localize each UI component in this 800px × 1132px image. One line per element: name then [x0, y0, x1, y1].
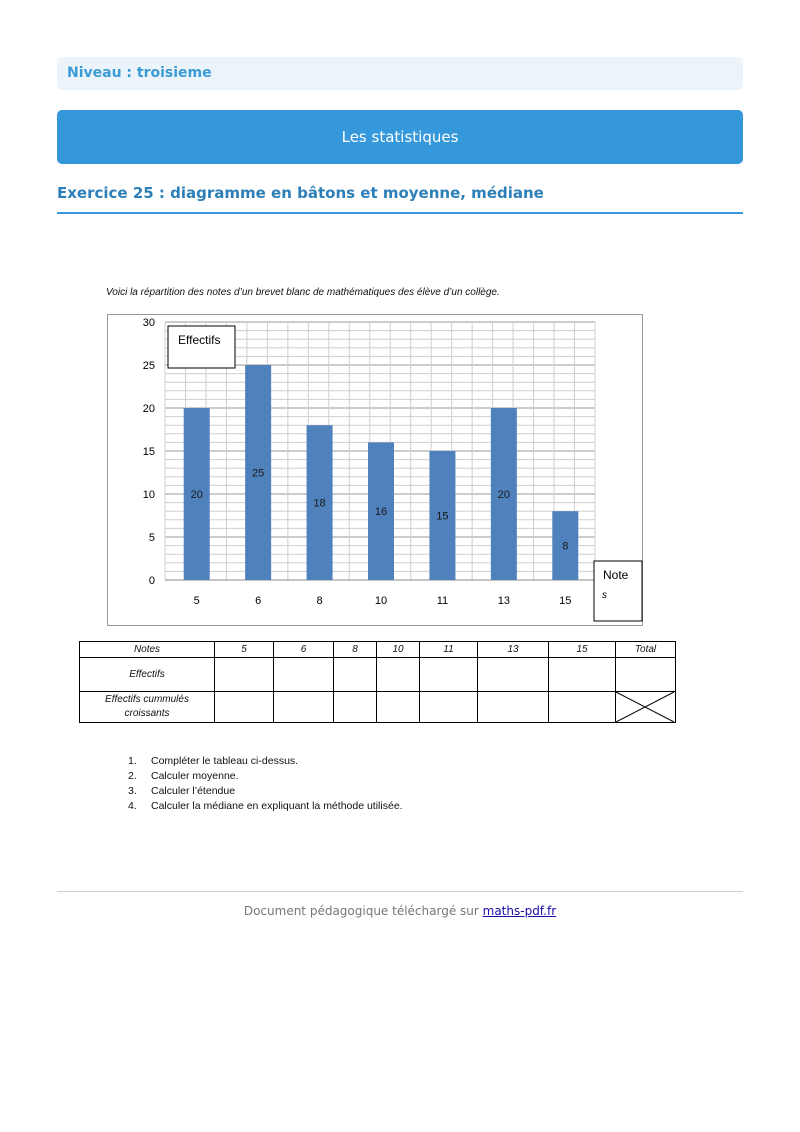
table-cell [377, 692, 420, 723]
bar-value-label: 20 [497, 489, 510, 501]
topic-banner: Les statistiques [57, 110, 743, 164]
table-cell [215, 692, 274, 723]
bar-value-label: 15 [436, 510, 449, 523]
x-tick-label: 6 [255, 595, 262, 607]
table-header: 5 [215, 642, 274, 658]
cross-icon [616, 692, 674, 722]
table-cell [616, 658, 676, 692]
bar-value-label: 16 [374, 506, 388, 519]
footer-divider [57, 891, 743, 892]
row-label-line: croissants [124, 708, 170, 719]
table-cell [274, 692, 334, 723]
y-tick-label: 30 [142, 317, 155, 329]
x-tick-label: 11 [436, 595, 449, 607]
x-axis-label-extra: s [602, 590, 607, 601]
table-header-row [80, 642, 676, 658]
question-number: 3. [128, 785, 137, 797]
row-label-cumulative [80, 692, 215, 723]
table-header: Total [616, 642, 676, 658]
table-cell [274, 658, 334, 692]
crossed-cell [616, 692, 676, 723]
list-item [128, 769, 403, 784]
question-text: Calculer la médiane en expliquant la méthode utilisée. [151, 800, 403, 812]
x-tick-label: 13 [497, 595, 510, 607]
table-row [80, 658, 676, 692]
y-axis-label: Effectifs [178, 333, 221, 347]
table-header: 13 [478, 642, 549, 658]
table-cell [215, 658, 274, 692]
table-cell [549, 658, 616, 692]
table-row [80, 692, 676, 723]
question-number: 4. [128, 800, 137, 812]
row-label-line: Effectifs cummulés [105, 694, 189, 705]
exercise-title: Exercice 25 : diagramme en bâtons et moyenne, médiane [57, 184, 743, 214]
table-cell [420, 658, 478, 692]
table-cell [478, 658, 549, 692]
table-cell [478, 692, 549, 723]
question-text: Calculer l’étendue [151, 785, 236, 797]
table-cell [334, 692, 377, 723]
table-header: 6 [274, 642, 334, 658]
x-tick-label: 15 [559, 595, 572, 607]
table-cell [334, 658, 377, 692]
results-table [79, 641, 676, 723]
list-item [128, 799, 403, 814]
x-tick-label: 8 [316, 595, 323, 607]
table-header: 8 [334, 642, 377, 658]
y-tick-label: 5 [148, 532, 155, 544]
table-cell [549, 692, 616, 723]
question-text: Compléter le tableau ci-dessus. [151, 755, 299, 767]
bar-value-label: 8 [562, 540, 569, 553]
table-header: Notes [80, 642, 215, 658]
list-item [128, 784, 403, 799]
level-label: Niveau : troisieme [57, 57, 743, 90]
footer-text: Document pédagogique téléchargé sur [243, 904, 483, 918]
x-tick-label: 5 [193, 595, 200, 607]
y-tick-label: 10 [142, 489, 155, 501]
y-tick-label: 15 [142, 446, 155, 458]
bar-value-label: 18 [313, 497, 326, 510]
list-item [128, 754, 403, 769]
bar-value-label: 20 [190, 489, 203, 501]
question-number: 2. [128, 770, 137, 782]
y-tick-label: 0 [148, 575, 155, 587]
table-cell [377, 658, 420, 692]
y-tick-label: 25 [142, 360, 155, 372]
question-number: 1. [128, 755, 137, 767]
y-tick-label: 20 [142, 403, 155, 415]
footer [57, 904, 743, 918]
question-text: Calculer moyenne. [151, 770, 239, 782]
table-header: 11 [420, 642, 478, 658]
footer-link[interactable]: maths-pdf.fr [482, 904, 557, 918]
x-axis-label: Note [603, 568, 629, 582]
bar-chart [107, 314, 643, 630]
table-header: 10 [377, 642, 420, 658]
question-list [128, 754, 403, 814]
x-tick-label: 10 [374, 595, 388, 607]
row-label-effectifs: Effectifs [80, 658, 215, 692]
table-header: 15 [549, 642, 616, 658]
bar-value-label: 25 [252, 467, 265, 480]
intro-text: Voici la répartition des notes d’un brevet blanc de mathématiques des élève d’un collège. [106, 287, 500, 298]
table-cell [420, 692, 478, 723]
